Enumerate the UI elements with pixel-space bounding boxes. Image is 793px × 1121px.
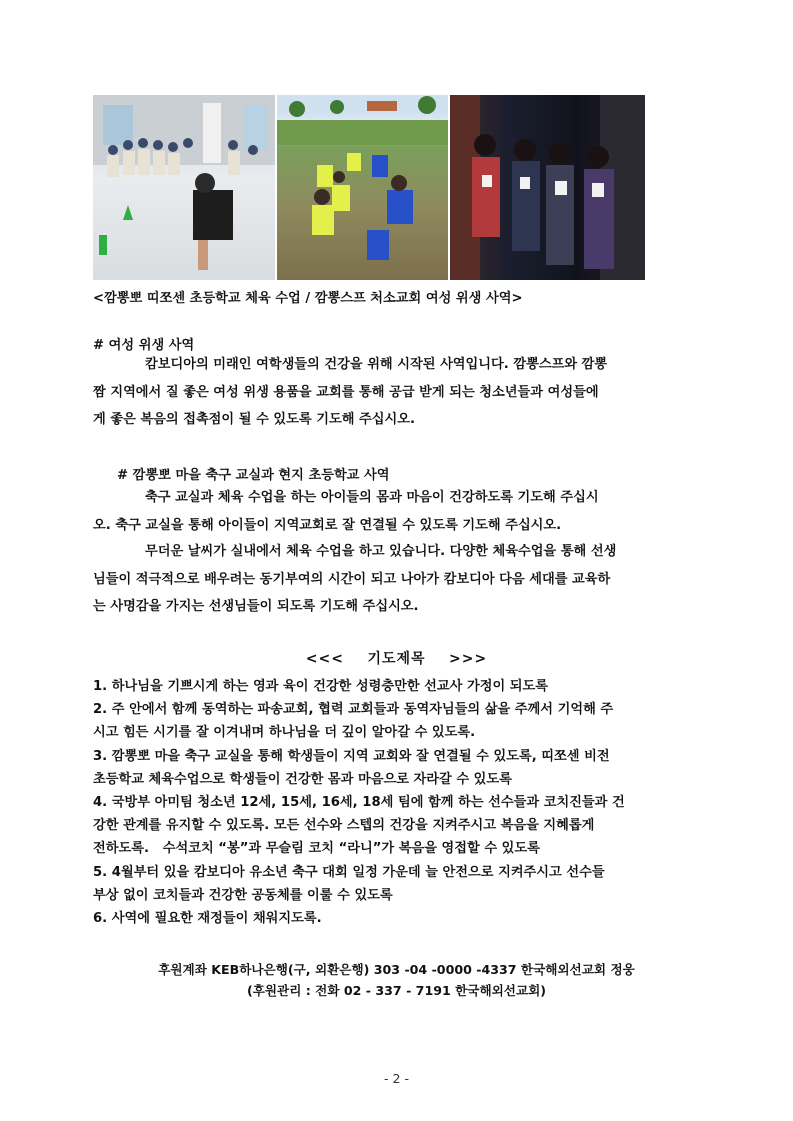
donation-account: 후원계좌 KEB하나은행(구, 외환은행) 303 -04 -0000 -4337 한국해외선교회 정웅 [158,962,635,977]
body-line: 축구 교실과 체육 수업을 하는 아이들의 몸과 마음이 건강하도록 기도해 주십시 [145,490,599,505]
page-number: - 2 - [383,1071,410,1086]
prayer-item: 6. 사역에 필요한 재정들이 채워지도록. [93,911,322,927]
photo-indoor-pe-class-art [93,95,275,280]
body-line: 님들이 적극적으로 배우려는 동기부여의 시간이 되고 나아가 캄보디아 다음 세대를 교육하 [93,571,611,587]
photo-caption: <깜뽕뽀 띠쪼센 초등학교 체육 수업 / 깜뽕스프 처소교회 여성 위생 사역> [93,291,523,306]
body-line: 무더운 날씨가 실내에서 체육 수업을 하고 있습니다. 다양한 체육수업을 통해 선생 [145,544,617,559]
prayer-list [93,675,718,930]
photo-women-hygiene [450,95,645,280]
section-heading-women-hygiene: # 여성 위생 사역 [93,338,195,353]
prayer-item: 5. 4월부터 있을 캄보디아 유소년 축구 대회 일정 가운데 늘 안전으로 지켜주시고 선수들 [93,864,605,880]
body-line: 짬 지역에서 질 좋은 여성 위생 용품을 교회를 통해 공급 받게 되는 청소년들과 여성들에 [93,384,599,400]
prayer-item: 3. 깜뽕뽀 마을 축구 교실을 통해 학생들이 지역 교회와 잘 연결될 수 있도록, 띠쪼센 비전 [93,748,610,764]
prayer-item: 초등학교 체육수업으로 학생들이 건강한 몸과 마음으로 자라갈 수 있도록 [93,771,512,787]
prayer-item: 2. 주 안에서 함께 동역하는 파송교회, 협력 교회들과 동역자님들의 삶을 주께서 기억해 주 [93,702,614,718]
section-women-hygiene-body [93,351,713,434]
section-heading-football-class: # 깜뽕뽀 마을 축구 교실과 현지 초등학교 사역 [117,468,390,483]
donation-contact: (후원관리 : 전화 02 - 337 - 7191 한국해외선교회) [246,983,547,998]
prayer-item: 전하도록. 수석코치 “봉”과 무슬림 코치 “라니”가 복음을 영접할 수 있도록 [93,841,540,857]
section-football-class-body-1 [93,484,713,539]
prayer-item: 강한 관계를 유지할 수 있도록. 모든 선수와 스텝의 건강을 지켜주시고 복음을 지혜롭게 [93,818,595,834]
body-line: 캄보디아의 미래인 여학생들의 건강을 위해 시작된 사역입니다. 깜뽕스프와 깜뽕 [145,357,608,372]
section-football-class-body-2 [93,538,713,621]
body-line: 게 좋은 복음의 접촉점이 될 수 있도록 기도해 주십시오. [93,412,415,427]
photo-women-hygiene-art [450,95,645,280]
prayer-item: 1. 하나님을 기쁘시게 하는 영과 육이 건강한 성령충만한 선교사 가정이 되도록 [93,679,549,694]
prayer-title: <<< 기도제목 >>> [305,651,488,667]
prayer-item: 부상 없이 코치들과 건강한 공동체를 이룰 수 있도록 [93,887,393,903]
photo-football-class-art [277,95,448,280]
photo-strip [93,95,645,280]
prayer-item: 4. 국방부 아미팀 청소년 12세, 15세, 16세, 18세 팀에 함께 하는 선수들과 코치진들과 건 [93,795,625,811]
photo-football-class [277,95,448,280]
photo-indoor-pe-class [93,95,275,280]
prayer-item: 시고 힘든 시기를 잘 이겨내며 하나님을 더 깊이 알아갈 수 있도록. [93,725,476,741]
body-line: 는 사명감을 가지는 선생님들이 되도록 기도해 주십시오. [93,599,419,614]
body-line: 오. 축구 교실을 통해 아이들이 지역교회로 잘 연결될 수 있도록 기도해 주십시오. [93,517,562,533]
